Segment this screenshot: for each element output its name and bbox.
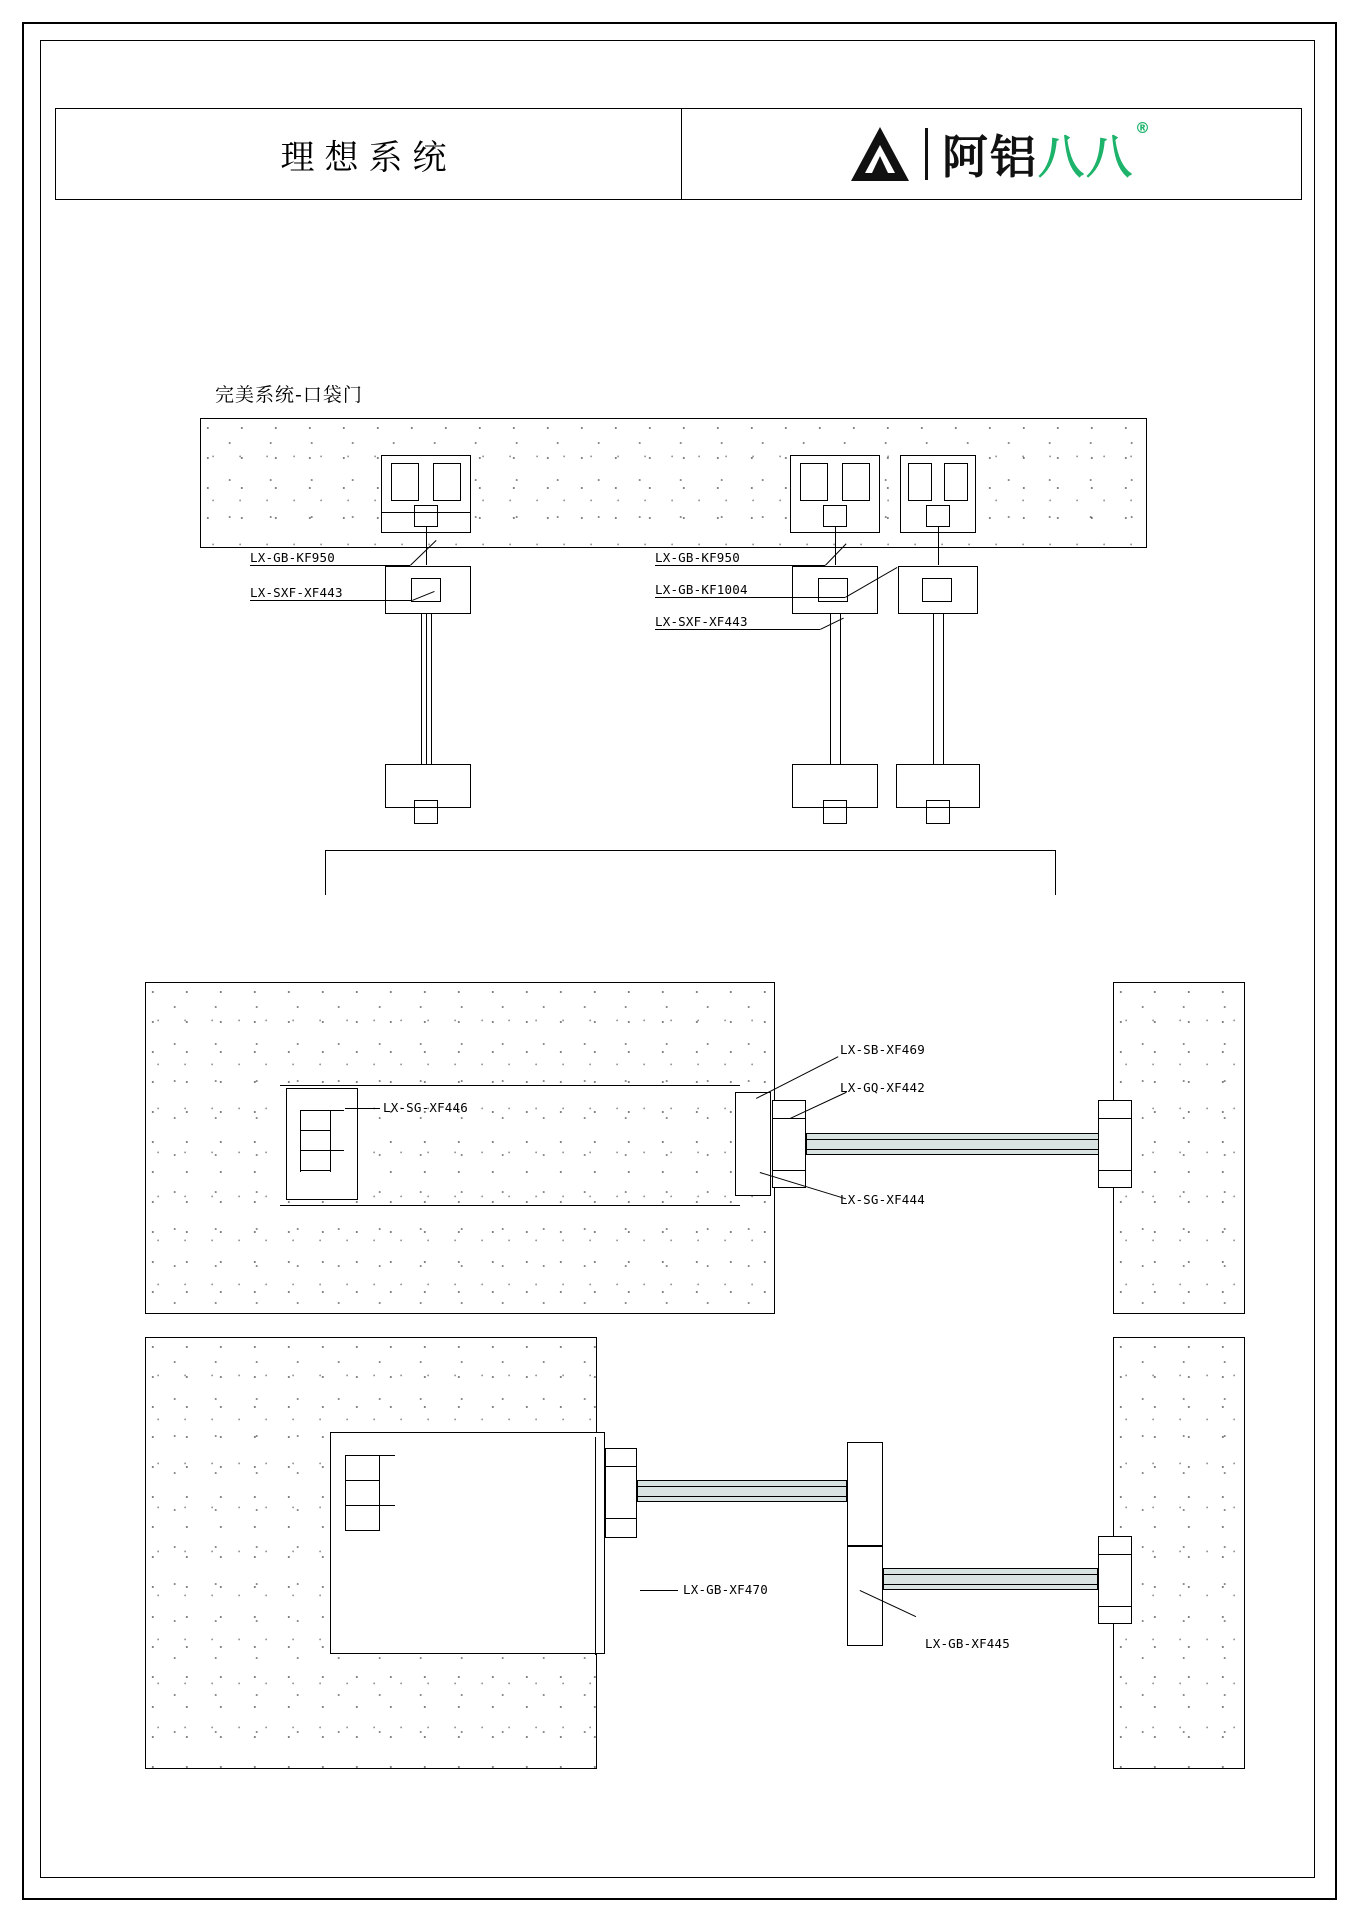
callout-lx-gb-xf470: LX-GB-XF470: [683, 1582, 768, 1597]
pocket-mouth-stile: [735, 1092, 771, 1196]
floor-tick-right: [1055, 850, 1056, 895]
pocket-detail-2: [345, 1480, 379, 1481]
hanger-rod-right: [938, 527, 939, 565]
track-chamber-right-a: [908, 463, 932, 501]
glass-line-a: [806, 1139, 1108, 1140]
pocket-detail-6: [379, 1455, 380, 1531]
callout-lx-gq-xf442: LX-GQ-XF442: [840, 1080, 925, 1095]
wall-edge-bottom: [595, 1437, 596, 1655]
leader-xf443-right: [655, 629, 820, 630]
callout-lx-gb-kf950-left: LX-GB-KF950: [250, 550, 335, 565]
concrete-wall-right-mid: [1113, 982, 1245, 1314]
pocket-detail-1: [345, 1455, 395, 1456]
glass-panel-bottom-upper: [637, 1480, 847, 1502]
stile-line-a: [772, 1118, 806, 1119]
callout-lx-sb-xf469: LX-SB-XF469: [840, 1042, 925, 1057]
pocket-detail-4: [345, 1530, 379, 1531]
track-chamber-left-b: [433, 463, 461, 501]
jamb-detail-5: [300, 1110, 301, 1172]
track-chamber-right-b: [944, 463, 968, 501]
roller-carrier-mid: [823, 505, 847, 527]
stile-right-line-b: [1098, 1170, 1132, 1171]
bottom-roller-mid: [823, 800, 847, 824]
jamb-detail-3: [300, 1150, 344, 1151]
stile-right-bottom-line-a: [1098, 1554, 1132, 1555]
track-chamber-mid-b: [842, 463, 870, 501]
glass-lower-line-a: [883, 1574, 1098, 1575]
meeting-stile-lower-bottom: [847, 1546, 883, 1646]
track-chamber-left-a: [391, 463, 419, 501]
door-stile-right-bottom: [1098, 1536, 1132, 1624]
panel-edge-left-b: [431, 614, 432, 764]
roller-carrier-left: [414, 505, 438, 527]
panel-edge-right-b: [943, 614, 944, 764]
callout-lx-sxf-xf443-right: LX-SXF-XF443: [655, 614, 748, 629]
glass-upper-line-a: [637, 1486, 847, 1487]
stile-right-line-a: [1098, 1118, 1132, 1119]
bottom-roller-right: [926, 800, 950, 824]
jamb-profile-mid: [286, 1088, 358, 1200]
glass-upper-line-b: [637, 1496, 847, 1497]
concrete-wall-right-bottom: [1113, 1337, 1245, 1769]
stile-a-line-2: [605, 1518, 637, 1519]
glass-panel-bottom-lower: [883, 1568, 1098, 1590]
leader-kf1004: [655, 597, 845, 598]
pocket-top-line: [280, 1085, 740, 1086]
bottom-roller-left: [414, 800, 438, 824]
door-stile-right-mid: [1098, 1100, 1132, 1188]
meeting-stile-bottom: [847, 1442, 883, 1546]
floor-tick-left: [325, 850, 326, 895]
concrete-wall-left-mid: [145, 982, 775, 1314]
stile-line-b: [772, 1170, 806, 1171]
brand-mark-cn: 八八: [1038, 130, 1134, 184]
triangle-a-logo-icon: [849, 123, 911, 185]
title-block-left: [56, 109, 682, 199]
hanger-rod-mid: [835, 527, 836, 565]
leader-xf470: [640, 1590, 678, 1591]
registered-trademark-icon: ®: [1135, 119, 1152, 137]
title-block-right: [682, 109, 1301, 199]
view-label: 完美系统-口袋门: [215, 384, 363, 406]
leader-kf950-right: [655, 565, 825, 566]
panel-edge-mid-a: [830, 614, 831, 764]
roller-carrier-right: [926, 505, 950, 527]
glass-line-b: [806, 1149, 1108, 1150]
brand-logotype: [942, 119, 1152, 187]
callout-lx-sg-xf444: LX-SG-XF444: [840, 1192, 925, 1207]
jamb-detail-1: [300, 1110, 344, 1111]
jamb-detail-2: [300, 1130, 330, 1131]
callout-lx-sg-xf446: LX-SG-XF446: [383, 1100, 468, 1115]
panel-edge-right-a: [933, 614, 934, 764]
brand-name-cn: 阿铝: [942, 130, 1038, 184]
stile-a-line-1: [605, 1466, 637, 1467]
pocket-box-bottom: [330, 1432, 605, 1654]
jamb-detail-4: [300, 1170, 330, 1171]
floor-line-top-view: [325, 850, 1055, 851]
callout-lx-gb-kf1004: LX-GB-KF1004: [655, 582, 748, 597]
title-block: [55, 108, 1302, 200]
stile-right-bottom-line-b: [1098, 1606, 1132, 1607]
callout-lx-gb-xf445: LX-GB-XF445: [925, 1636, 1010, 1651]
glass-panel-mid: [806, 1133, 1108, 1155]
panel-centerline-left: [426, 614, 427, 764]
panel-edge-mid-b: [840, 614, 841, 764]
panel-edge-left-a: [421, 614, 422, 764]
track-chamber-mid-a: [800, 463, 828, 501]
callout-lx-gb-kf950-right: LX-GB-KF950: [655, 550, 740, 565]
glass-lower-line-b: [883, 1584, 1098, 1585]
logo-divider: [925, 128, 928, 180]
leader-kf950-left: [250, 565, 410, 566]
door-head-chamber-mid: [818, 578, 848, 602]
door-head-chamber-right: [922, 578, 952, 602]
leader-xf443-left: [250, 600, 412, 601]
pocket-detail-3: [345, 1505, 395, 1506]
jamb-detail-6: [330, 1110, 331, 1172]
hanger-rod-left: [426, 527, 427, 565]
pocket-detail-5: [345, 1455, 346, 1531]
sheet-title: 理想系统: [280, 137, 457, 178]
pocket-bottom-line: [280, 1205, 740, 1206]
door-stile-a-bottom: [605, 1448, 637, 1538]
callout-lx-sxf-xf443-left: LX-SXF-XF443: [250, 585, 343, 600]
concrete-slab-top: [200, 418, 1147, 548]
leader-xf446: [345, 1108, 380, 1109]
